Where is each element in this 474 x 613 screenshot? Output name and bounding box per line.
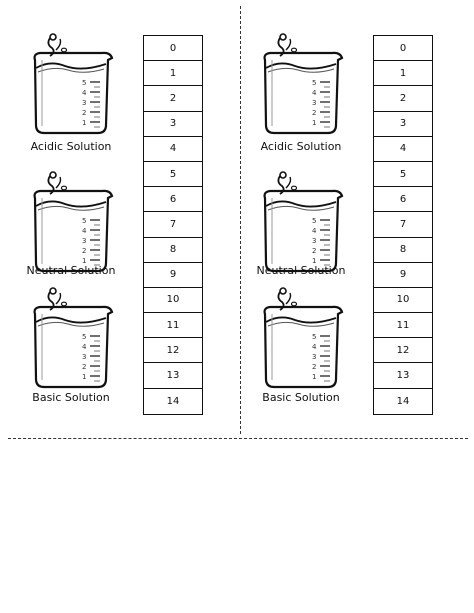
beaker <box>20 30 120 140</box>
ph-scale-cell: 13 <box>144 363 202 388</box>
ph-scale-cell: 12 <box>374 338 432 363</box>
beaker-graduation-label: 1 <box>82 119 87 127</box>
beaker-graduation-label: 4 <box>312 227 317 235</box>
ph-scale-strip <box>143 35 203 415</box>
beaker-icon <box>250 284 350 394</box>
beaker-graduation-label: 1 <box>312 119 317 127</box>
ph-scale-cell: 11 <box>374 313 432 338</box>
ph-scale-cell: 14 <box>396 395 410 407</box>
ph-scale-cell: 0 <box>144 36 202 61</box>
beaker-graduation-label: 5 <box>312 79 317 87</box>
ph-scale-cell: 2 <box>144 86 202 111</box>
beaker-graduation-label: 4 <box>82 89 87 97</box>
ph-scale-cell: 13 <box>374 363 432 388</box>
ph-scale-cell: 4 <box>374 137 432 162</box>
ph-scale-cell: 9 <box>374 263 432 288</box>
ph-scale-cell: 0 <box>374 36 432 61</box>
ph-scale-strip <box>373 35 433 415</box>
beaker <box>250 284 350 394</box>
beaker-icon <box>20 168 120 278</box>
beaker-graduation-label: 5 <box>312 217 317 225</box>
ph-scale-cell: 4 <box>144 137 202 162</box>
beaker-graduation-label: 4 <box>82 343 87 351</box>
beaker-graduation-label: 1 <box>82 257 87 265</box>
beaker-icon <box>250 168 350 278</box>
ph-worksheet-panel <box>230 0 462 436</box>
ph-worksheet-panel <box>0 0 232 436</box>
beaker-graduation-label: 5 <box>82 217 87 225</box>
beaker-graduation-label: 1 <box>312 373 317 381</box>
ph-scale-cell: 1 <box>374 61 432 86</box>
beaker-graduation-label: 3 <box>82 99 87 107</box>
beaker <box>250 168 350 278</box>
beaker-graduation-label: 1 <box>82 373 87 381</box>
ph-scale-cell: 3 <box>374 112 432 137</box>
solution-label: Neutral Solution <box>256 264 346 277</box>
beaker-graduation-label: 5 <box>312 333 317 341</box>
beaker-icon <box>20 284 120 394</box>
beaker-graduation-label: 2 <box>312 109 317 117</box>
beaker-graduation-label: 2 <box>82 363 87 371</box>
ph-scale-cell: 10 <box>144 288 202 313</box>
horizontal-cut-line <box>8 438 468 439</box>
beaker-graduation-label: 5 <box>82 333 87 341</box>
beaker-graduation-label: 3 <box>312 99 317 107</box>
beaker-graduation-label: 3 <box>312 237 317 245</box>
solution-label: Basic Solution <box>32 391 110 404</box>
beaker-graduation-label: 2 <box>82 109 87 117</box>
beaker-graduation-label: 2 <box>82 247 87 255</box>
beaker <box>20 168 120 278</box>
solution-label: Neutral Solution <box>26 264 116 277</box>
ph-scale-cell: 8 <box>144 238 202 263</box>
solution-label: Acidic Solution <box>260 140 342 153</box>
beaker-graduation-label: 4 <box>312 89 317 97</box>
ph-scale-cell: 3 <box>144 112 202 137</box>
beaker-graduation-label: 2 <box>312 363 317 371</box>
beaker-graduation-label: 4 <box>82 227 87 235</box>
ph-scale-cell: 14 <box>166 395 180 407</box>
beaker-icon <box>20 30 120 140</box>
ph-scale-cell: 5 <box>374 162 432 187</box>
beaker <box>250 30 350 140</box>
ph-scale-cell: 9 <box>144 263 202 288</box>
ph-scale-cell: 1 <box>144 61 202 86</box>
beaker-graduation-label: 3 <box>82 353 87 361</box>
ph-scale-cell: 11 <box>144 313 202 338</box>
beaker-graduation-label: 5 <box>82 79 87 87</box>
beaker <box>20 284 120 394</box>
ph-scale-cell: 5 <box>144 162 202 187</box>
ph-scale-cell: 7 <box>144 212 202 237</box>
ph-scale-cell: 12 <box>144 338 202 363</box>
beaker-graduation-label: 3 <box>82 237 87 245</box>
beaker-icon <box>250 30 350 140</box>
beaker-graduation-label: 2 <box>312 247 317 255</box>
ph-scale-cell: 7 <box>374 212 432 237</box>
beaker-graduation-label: 3 <box>312 353 317 361</box>
beaker-graduation-label: 1 <box>312 257 317 265</box>
ph-scale-cell: 8 <box>374 238 432 263</box>
ph-scale-cell: 6 <box>144 187 202 212</box>
ph-scale-cell: 6 <box>374 187 432 212</box>
solution-label: Acidic Solution <box>30 140 112 153</box>
ph-scale-cell: 2 <box>374 86 432 111</box>
solution-label: Basic Solution <box>262 391 340 404</box>
beaker-graduation-label: 4 <box>312 343 317 351</box>
ph-scale-cell: 10 <box>374 288 432 313</box>
